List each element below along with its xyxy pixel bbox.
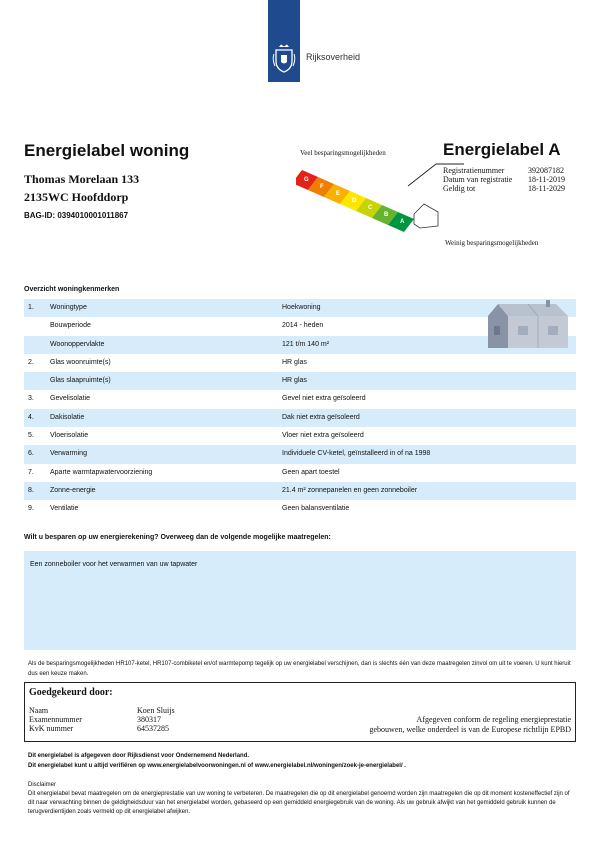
table-row — [24, 445, 576, 463]
row-value: Gevel niet extra geïsoleerd — [282, 395, 366, 403]
table-row — [24, 409, 576, 427]
row-value: Individuele CV-ketel, geïnstalleerd in of na 1998 — [282, 450, 431, 458]
table-row — [24, 372, 576, 390]
verify-line: Dit energielabel kunt u altijd verifiëren op www.energielabelvoorwoningen.nl of www.energielabel.nl/woningen/zoek-je-energielabel/ . — [28, 763, 406, 769]
row-value: 21.4 m² zonnepanelen en geen zonneboiler — [282, 486, 418, 494]
measure-item: Een zonneboiler voor het verwarmen van uw tapwater — [30, 561, 198, 568]
registration-date-value: 18-11-2019 — [528, 175, 566, 184]
row-label: Dakisolatie — [50, 413, 85, 421]
conformity-line-2: gebouwen, welke onderdeel is van de Europese richtlijn EPBD — [369, 725, 571, 734]
coat-of-arms-icon — [272, 44, 296, 74]
corner-house-illustration — [484, 300, 570, 350]
combination-note: Als de besparingsmogelijkheden HR107-ketel, HR107-combiketel en/of warmtepomp tegelijk op uw energielabel verschijnen, dan is slechts één van deze maatregelen zinvol om uit te voeren. U kunt hieruit dus een keuze maken. — [28, 661, 571, 677]
address-city: 2135WC Hoofddorp — [24, 190, 129, 204]
exam-number-value: 380317 — [137, 715, 161, 724]
energy-class-letter: C — [368, 205, 373, 211]
row-label: Verwarming — [50, 450, 87, 458]
table-row — [24, 482, 576, 500]
energy-class-letter: D — [352, 198, 357, 204]
registration-date-label: Datum van registratie — [443, 175, 513, 184]
row-number: 3. — [28, 395, 34, 403]
energy-scale-graphic — [296, 156, 466, 240]
row-label: Bouwperiode — [50, 322, 91, 330]
row-number: 4. — [28, 413, 34, 421]
table-row — [24, 354, 576, 372]
table-row — [24, 464, 576, 482]
scale-bottom-caption: Weinig besparingsmogelijkheden — [445, 239, 539, 247]
conformity-line-1: Afgegeven conform de regeling energieprestatie — [416, 715, 571, 724]
row-value: 2014 - heden — [282, 322, 324, 330]
row-label: Zonne-energie — [50, 486, 96, 494]
row-value: Hoekwoning — [282, 304, 321, 311]
table-row — [24, 390, 576, 408]
registration-number-label: Registratienummer — [443, 166, 505, 175]
kvk-number-value: 64537285 — [137, 724, 169, 733]
valid-until-row — [443, 184, 566, 193]
registration-number-row — [443, 166, 564, 175]
row-number: 9. — [28, 505, 34, 513]
row-value: Geen apart toestel — [282, 468, 340, 476]
row-label: Glas woonruimte(s) — [50, 358, 111, 366]
exam-number-label: Examennummer — [29, 715, 82, 724]
overview-heading: Overzicht woningkenmerken — [24, 286, 120, 293]
valid-until-value: 18-11-2029 — [528, 184, 566, 193]
disclaimer-title: Disclaimer — [28, 782, 57, 788]
row-value: 121 t/m 140 m² — [282, 340, 330, 348]
row-label: Gevelisolatie — [50, 395, 91, 403]
row-value: Geen balansventilatie — [282, 505, 350, 513]
approver-name-value: Koen Sluijs — [137, 706, 175, 715]
registration-number-value: 392087182 — [528, 166, 564, 175]
row-label: Glas slaapruimte(s) — [50, 377, 111, 385]
bag-id: BAG-ID: 0394010001011867 — [24, 211, 129, 220]
energy-class-letter: G — [304, 177, 309, 183]
row-number: 5. — [28, 432, 34, 440]
energy-class-letter: B — [384, 212, 389, 218]
row-label: Ventilatie — [50, 505, 79, 513]
approved-title: Goedgekeurd door: — [29, 687, 113, 698]
logo-text: Rijksoverheid — [306, 52, 361, 62]
registration-date-row — [443, 175, 566, 184]
energy-class-letter: F — [320, 184, 324, 190]
issuer-line: Dit energielabel is afgegeven door Rijksdienst voor Ondernemend Nederland. — [28, 753, 250, 759]
row-number: 8. — [28, 486, 34, 494]
energy-class-letter: E — [336, 191, 341, 197]
row-number: 6. — [28, 450, 34, 458]
house-icon — [414, 204, 438, 228]
approved-box — [24, 682, 576, 742]
energy-label-title: Energielabel A — [443, 140, 561, 159]
valid-until-label: Geldig tot — [443, 184, 476, 193]
row-label: Woningtype — [50, 304, 87, 311]
row-value: HR glas — [282, 377, 307, 385]
page-title: Energielabel woning — [24, 141, 190, 160]
conformity-statement — [370, 715, 572, 735]
measures-box — [24, 551, 576, 650]
row-label: Vloerisolatie — [50, 432, 89, 440]
scale-top-caption: Veel besparingsmogelijkheden — [300, 149, 386, 157]
row-number: 7. — [28, 468, 34, 476]
approver-name-label: Naam — [29, 706, 49, 715]
measures-question: Wilt u besparen op uw energierekening? Overweeg dan de volgende mogelijke maatregelen: — [24, 534, 331, 541]
disclaimer-text: Dit energielabel bevat maatregelen om de energieprestatie van uw woning te verbeteren. De maatregelen die op dit energielabel genoemd worden zijn maatregelen die op dit moment kosteneffectief zijn of dit naar verwachting binnen de geldigheidsduur van het energielabel worden, gebaseerd op een gemiddeld energiegebruik van de woning. Als uw gebruik afwijkt van het gemiddeld gebruik kunnen de terugverdientijden zoals vermeld op dit energielabel afwijken. — [28, 791, 570, 815]
row-label: Aparte warmtapwatervoorziening — [50, 468, 153, 476]
row-number: 2. — [28, 358, 34, 366]
table-row — [24, 500, 576, 518]
kvk-number-label: KvK nummer — [29, 724, 74, 733]
row-value: Dak niet extra geïsoleerd — [282, 413, 360, 421]
energy-class-letter: A — [400, 219, 405, 225]
row-value: Vloer niet extra geïsoleerd — [282, 432, 364, 440]
row-label: Woonoppervlakte — [50, 340, 105, 348]
row-value: HR glas — [282, 358, 307, 366]
address-street: Thomas Morelaan 133 — [24, 172, 140, 186]
table-row — [24, 427, 576, 445]
row-number: 1. — [28, 304, 34, 311]
